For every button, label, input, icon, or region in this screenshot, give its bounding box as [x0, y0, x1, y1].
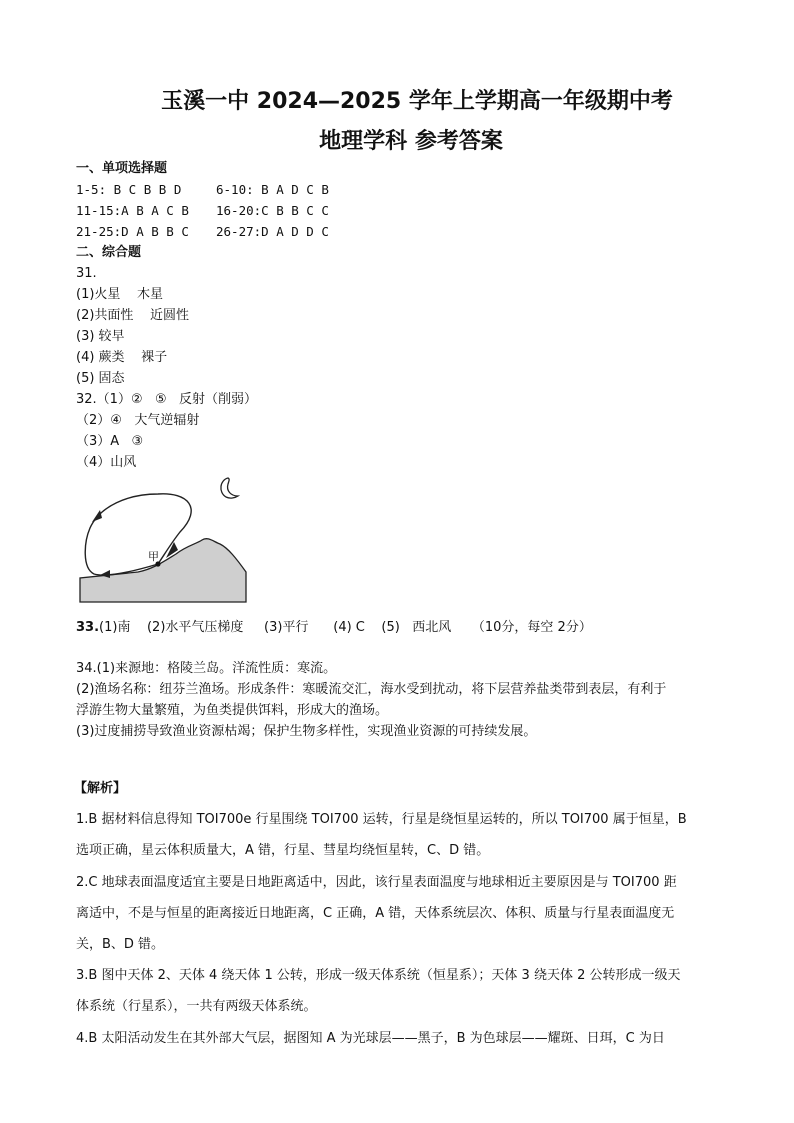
section1-heading: 一、单项选择题 — [76, 161, 168, 176]
document-title: 玉溪一中 2024—2025 学年上学期高一年级期中考 — [161, 89, 673, 114]
q31-answer-5: (5) 固态 — [76, 371, 125, 386]
analysis-line-3: 2.C 地球表面温度适宜主要是日地距离适中，因此，该行星表面温度与地球相近主要原因是与 TOI700 距 — [76, 875, 677, 890]
moon-icon — [221, 478, 238, 498]
analysis-line-4: 离适中，不是与恒星的距离接近日地距离，C 正确，A 错，天体系统层次、体积、质量与行星表面温度无 — [76, 906, 675, 921]
q31-answer-3: (3) 较早 — [76, 329, 125, 344]
q34-line-4: (3)过度捕捞导致渔业资源枯竭；保护生物多样性，实现渔业资源的可持续发展。 — [76, 724, 537, 739]
q31-answer-4: (4) 蕨类 裸子 — [76, 350, 168, 365]
mc-answers-21-25: 21-25:D A B B C — [76, 224, 189, 239]
q33-text: (1)南 (2)水平气压梯度 (3)平行 (4) C (5) 西北风 （10分，每空 2分） — [99, 620, 592, 635]
mountain-shape — [80, 539, 246, 602]
mountain-wind-diagram — [78, 472, 248, 606]
mc-row-3 — [76, 223, 329, 241]
analysis-line-8: 4.B 太阳活动发生在其外部大气层，据图知 A 为光球层——黑子，B 为色球层——耀斑、日珥，C 为日 — [76, 1031, 665, 1046]
q31-label: 31. — [76, 266, 97, 281]
analysis-line-6: 3.B 图中天体 2、天体 4 绕天体 1 公转，形成一级天体系统（恒星系）；天体 3 绕天体 2 公转形成一级天 — [76, 968, 681, 983]
section2-heading: 二、综合题 — [76, 245, 142, 260]
document-subtitle: 地理学科 参考答案 — [319, 129, 503, 154]
mc-answers-11-15: 11-15:A B A C B — [76, 203, 189, 218]
q31-answer-1: (1)火星 木星 — [76, 287, 163, 302]
point-jia-label: 甲 — [148, 550, 159, 563]
analysis-heading: 【解析】 — [74, 781, 127, 796]
mc-answers-26-27: 26-27:D A D D C — [216, 224, 329, 239]
arrow-top-left — [92, 510, 102, 522]
q32-answer-3: （3）A ③ — [76, 434, 144, 449]
q34-line-3: 浮游生物大量繁殖，为鱼类提供饵料，形成大的渔场。 — [76, 703, 389, 718]
q33-number: 33. — [76, 620, 100, 635]
q33-answer — [76, 619, 592, 637]
analysis-line-2: 选项正确，星云体积质量大，A 错，行星、彗星均绕恒星转，C、D 错。 — [76, 843, 490, 858]
analysis-line-5: 关，B、D 错。 — [76, 937, 165, 952]
q31-answer-2: (2)共面性 近圆性 — [76, 308, 189, 323]
mc-answers-6-10: 6-10: B A D C B — [216, 182, 329, 197]
mc-answers-1-5: 1-5: B C B B D — [76, 182, 182, 197]
analysis-line-1: 1.B 据材料信息得知 TOI700e 行星围绕 TOI700 运转，行星是绕恒星运转的，所以 TOI700 属于恒星，B — [76, 812, 687, 827]
q32-answer-4: （4）山风 — [76, 455, 137, 470]
mc-row-1 — [76, 181, 329, 199]
mc-answers-16-20: 16-20:C B B C C — [216, 203, 329, 218]
q34-line-1: 34.(1)来源地：格陵兰岛。洋流性质：寒流。 — [76, 661, 337, 676]
q32-answer-1: 32.（1）② ⑤ 反射（削弱） — [76, 392, 258, 407]
q34-line-2: (2)渔场名称：纽芬兰渔场。形成条件：寒暖流交汇，海水受到扰动，将下层营养盐类带到表层，有利于 — [76, 682, 667, 697]
analysis-line-7: 体系统（行星系），一共有两级天体系统。 — [76, 999, 317, 1014]
mc-row-2 — [76, 202, 329, 220]
q32-answer-2: （2）④ 大气逆辐射 — [76, 413, 200, 428]
